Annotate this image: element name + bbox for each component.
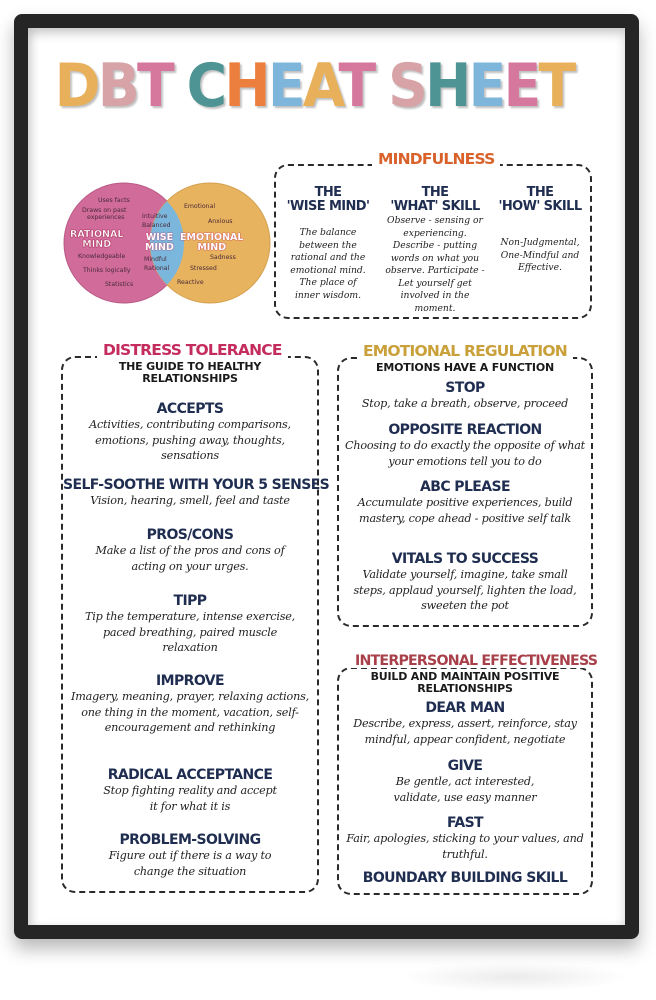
what-skill-column: THE 'WHAT' SKILL Observe - sensing or experiencing. Describe - putting words on what you observe. Participate - Let yourself get involved in the moment. [385, 185, 485, 314]
title-letter: H [425, 51, 469, 121]
section-fast: FAST Fair, apologies, sticking to your values, and truthful. [346, 815, 584, 861]
venn-trait: Balanced [142, 222, 171, 229]
venn-trait: Reactive [177, 279, 204, 286]
venn-trait: Mindful [144, 256, 167, 263]
venn-trait: Statistics [105, 281, 134, 288]
venn-trait: Uses facts [98, 197, 130, 204]
title-letter: T [137, 51, 172, 121]
title-letter: A [302, 51, 339, 121]
venn-trait: Intuitive [142, 213, 168, 220]
title-letter: C [186, 51, 225, 121]
title-letter: E [503, 51, 539, 121]
interpersonal-effectiveness-box [337, 653, 598, 895]
title-letter: T [538, 51, 574, 121]
distress-tolerance-title: DISTRESS TOLERANCE [97, 343, 288, 359]
section-vitals-to-success: VITALS TO SUCCESS Validate yourself, imagine, take small steps, applaud yourself, lighten the load, sweeten the pot [353, 551, 577, 613]
section-improve: IMPROVE Imagery, meaning, prayer, relaxing actions, one thing in the moment, vacation, self-encouragement and rethinking [71, 673, 309, 735]
title-letter: S [388, 51, 426, 121]
section-pros-cons: PROS/CONS Make a list of the pros and cons of acting on your urges. [95, 527, 285, 573]
section-stop: STOP Stop, take a breath, observe, proceed [361, 380, 569, 411]
section-tipp: TIPP Tip the temperature, intense exercise, paced breathing, paired muscle relaxation [84, 593, 296, 655]
venn-trait: Rational [144, 265, 170, 272]
section-self-soothe: SELF-SOOTHE WITH YOUR 5 SENSES Vision, hearing, smell, feel and taste [63, 477, 330, 508]
emotional-regulation-subtitle: EMOTIONS HAVE A FUNCTION [376, 361, 554, 374]
emotional-regulation-box [337, 342, 593, 627]
title-letter: B [97, 51, 138, 121]
venn-trait: Thinks logically [83, 267, 131, 274]
section-give: GIVE Be gentle, act interested, validate, use easy manner [393, 758, 537, 804]
venn-trait: Anxious [208, 218, 233, 225]
section-accepts: ACCEPTS Activities, contributing comparisons, emotions, pushing away, thoughts, sensations [89, 401, 291, 463]
how-skill-column: THE 'HOW' SKILL Non-Judgmental, One-Mindful and Effective. [498, 185, 582, 274]
floor-shadow [400, 962, 630, 992]
title-letter: E [267, 51, 303, 121]
wise-mind-label: WISE MIND [145, 232, 174, 253]
mindfulness-box [274, 150, 592, 319]
rational-mind-label: RATIONAL MIND [70, 229, 124, 250]
emotional-mind-label: EMOTIONAL MIND [180, 232, 244, 253]
poster-title [53, 51, 576, 121]
distress-tolerance-subtitle: THE GUIDE TO HEALTHY RELATIONSHIPS [118, 360, 262, 385]
title-letter: T [338, 51, 374, 121]
venn-trait: Knowledgeable [78, 253, 126, 260]
section-boundary-building: BOUNDARY BUILDING SKILL [362, 870, 568, 886]
section-radical-acceptance: RADICAL ACCEPTANCE Stop fighting reality and accept it for what it is [103, 767, 277, 813]
mindfulness-title: MINDFULNESS [372, 152, 500, 168]
distress-tolerance-box [61, 341, 330, 893]
interpersonal-effectiveness-subtitle: BUILD AND MAINTAIN POSITIVE RELATIONSHIPS [370, 670, 560, 695]
venn-trait: Sadness [210, 254, 236, 261]
section-abc-please: ABC PLEASE Accumulate positive experiences, build mastery, cope ahead - positive self talk [357, 479, 573, 525]
venn-trait: Emotional [184, 203, 216, 210]
section-dear-man: DEAR MAN Describe, express, assert, reinforce, stay mindful, appear confident, negotiate [353, 700, 577, 746]
venn-trait: experiences [87, 214, 125, 221]
section-problem-solving: PROBLEM-SOLVING Figure out if there is a way to change the situation [108, 832, 272, 878]
wise-mind-venn-diagram [62, 181, 272, 305]
venn-trait: Draws on past [82, 207, 127, 214]
venn-trait: Stressed [190, 265, 217, 272]
wise-mind-column: THE 'WISE MIND' The balance between the rational and the emotional mind. The place of inner wisdom. [286, 185, 370, 301]
title-letter: H [224, 51, 268, 121]
interpersonal-effectiveness-title: INTERPERSONAL EFFECTIVENESS [349, 654, 603, 668]
title-letter: E [468, 51, 504, 121]
section-opposite-reaction: OPPOSITE REACTION Choosing to do exactly the opposite of what your emotions tell you to do [345, 422, 585, 468]
emotional-regulation-title: EMOTIONAL REGULATION [357, 344, 573, 360]
title-letter: D [54, 51, 98, 121]
